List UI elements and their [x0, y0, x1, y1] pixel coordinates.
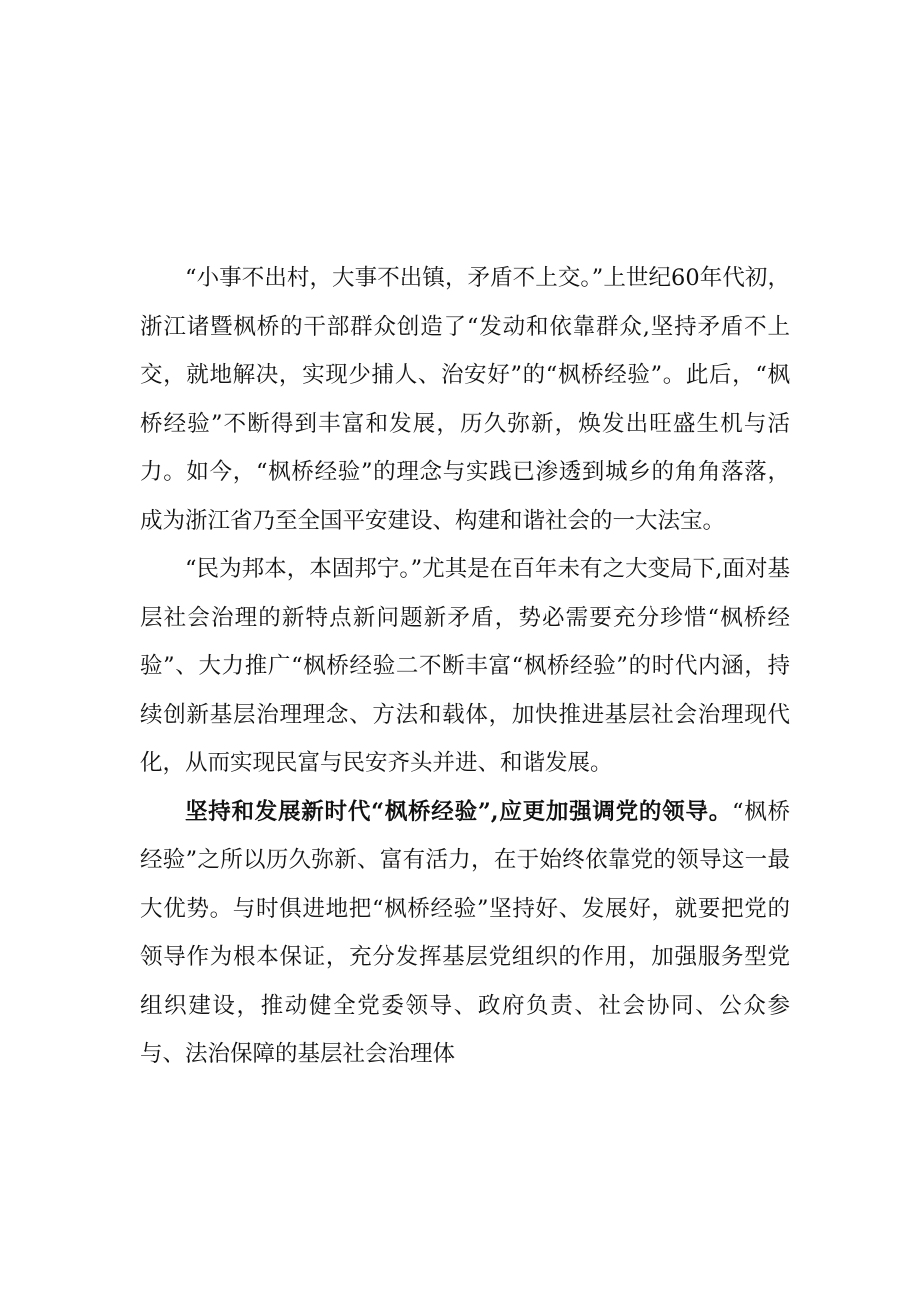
- paragraph-3-bold-lead: 坚持和发展新时代“枫桥经验”,应更加强调党的领导。: [185, 798, 732, 825]
- paragraph-3-text: “枫桥经验”之所以历久弥新、富有活力，在于始终依靠党的领导这一最大优势。与时俱进地把“枫桥经验”坚持好、发展好，就要把党的领导作为根本保证，充分发挥基层党组织的作用，加强服务型党组织建设，推动健全党委领导、政府负责、社会协同、公众参与、法治保障的基层社会治理体: [140, 798, 790, 1067]
- paragraph-1: [140, 254, 790, 545]
- paragraph-3: [140, 788, 790, 1079]
- document-page: [140, 254, 790, 1079]
- paragraph-2: [140, 545, 790, 788]
- paragraph-2-text: “民为邦本，本固邦宁。”尤其是在百年未有之大变局下,面对基层社会治理的新特点新问题新矛盾，势必需要充分珍惜“枫桥经验”、大力推广“枫桥经验二不断丰富“枫桥经验”的时代内涵，持续创新基层治理理念、方法和载体，加快推进基层社会治理现代化，从而实现民富与民安齐头并进、和谐发展。: [140, 556, 790, 776]
- paragraph-1-text: “小事不出村，大事不出镇，矛盾不上交。”上世纪60年代初，浙江诸暨枫桥的干部群众创造了“发动和依靠群众,坚持矛盾不上交，就地解决，实现少捕人、治安好”的“枫桥经验”。此后，“枫桥经验”不断得到丰富和发展，历久弥新，焕发出旺盛生机与活力。如今，“枫桥经验”的理念与实践已渗透到城乡的角角落落，成为浙江省乃至全国平安建设、构建和谐社会的一大法宝。: [140, 265, 790, 534]
